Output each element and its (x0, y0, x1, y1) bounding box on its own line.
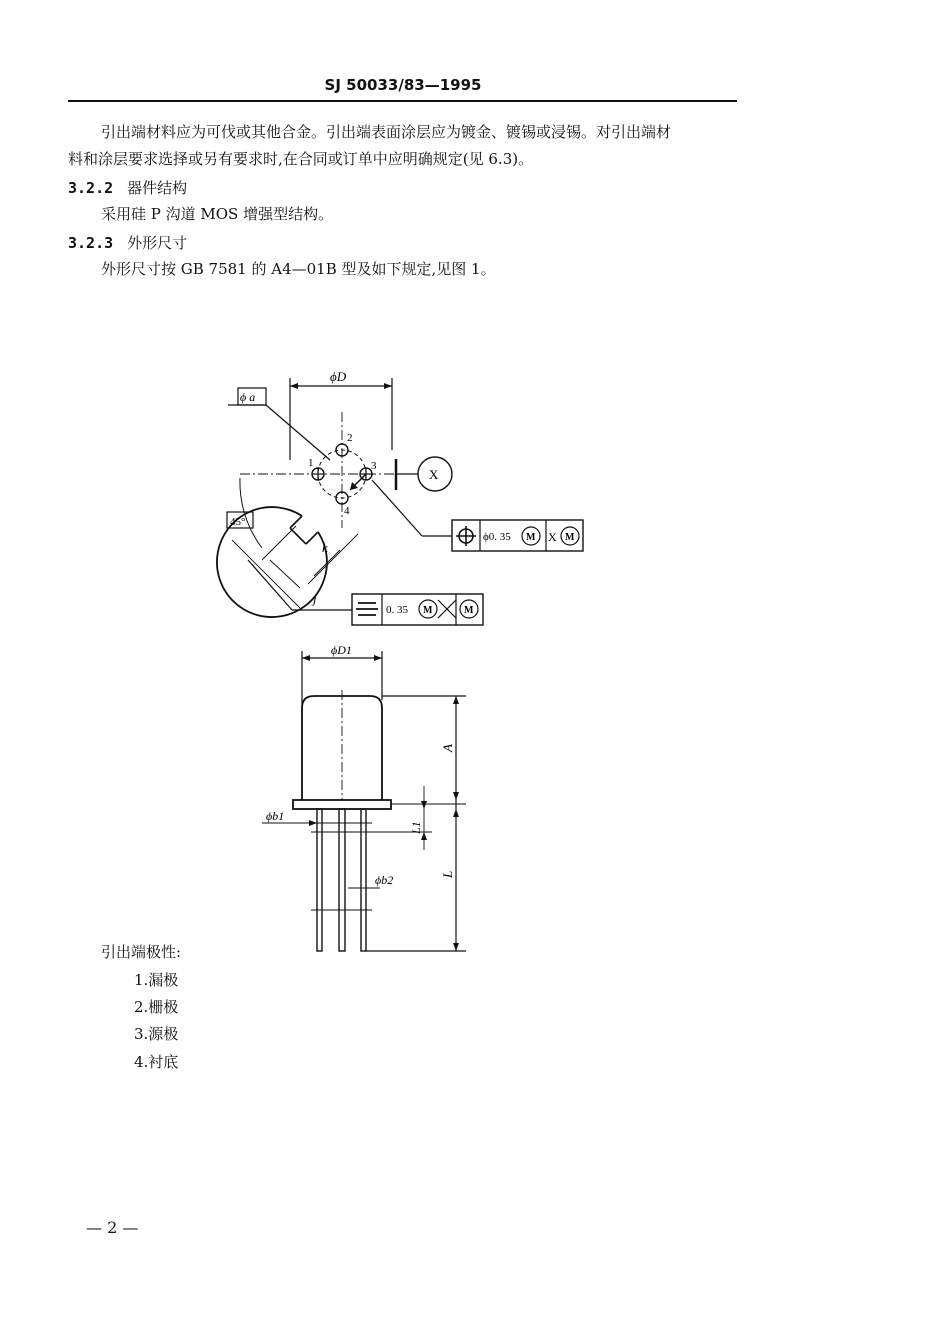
angle-label: 45° (230, 516, 246, 528)
label-A: A (440, 744, 455, 752)
section-number: 3.2.3 (68, 234, 114, 252)
label-phiD: ϕD (330, 369, 347, 384)
page-number: — 2 — (86, 1218, 139, 1237)
tol1-m2: M (565, 532, 575, 543)
tol1-datum: X (548, 530, 557, 544)
polarity-item-1: 1.漏极 (134, 971, 179, 989)
pin-2-label: 2 (347, 432, 353, 444)
para1-line2: 料和涂层要求选择或另有要求时,在合同或订单中应明确规定(见 6.3)。 (68, 150, 534, 168)
para1-line1: 引出端材料应为可伐或其他合金。引出端表面涂层应为镀金、镀锡或浸锡。对引出端材 (101, 123, 672, 141)
label-L: L (440, 870, 455, 878)
label-j: j (313, 591, 317, 606)
para3: 外形尺寸按 GB 7581 的 A4—01B 型及如下规定,见图 1。 (101, 260, 496, 278)
doc-code-header: SJ 50033/83—1995 (324, 76, 482, 94)
para2: 采用硅 P 沟道 MOS 增强型结构。 (101, 205, 334, 223)
section-title: 器件结构 (127, 179, 188, 197)
label-phib1: ϕb1 (266, 809, 285, 823)
label-k: k (322, 540, 328, 555)
label-phib2: ϕb2 (375, 873, 394, 887)
pin-4-label: 4 (344, 505, 350, 517)
pin-3-label: 3 (371, 460, 377, 472)
section-number: 3.2.2 (68, 179, 114, 197)
polarity-title: 引出端极性: (101, 943, 182, 961)
datum-x-label: X (429, 467, 439, 482)
tol2-value: 0. 35 (386, 604, 408, 616)
polarity-item-3: 3.源极 (134, 1025, 179, 1043)
tol1-value: ϕ0. 35 (483, 531, 511, 543)
label-phiD1: ϕD1 (331, 643, 352, 657)
label-L1: L1 (409, 821, 423, 834)
tol2-m1: M (423, 605, 433, 616)
polarity-item-4: 4.衬底 (134, 1053, 179, 1071)
flange (293, 800, 391, 809)
polarity-item-2: 2.栅极 (134, 998, 179, 1016)
tol2-m2: M (464, 605, 474, 616)
section-title: 外形尺寸 (127, 234, 188, 252)
tol1-m1: M (526, 532, 536, 543)
pin-1-label: 1 (308, 457, 314, 469)
label-phia: ϕ a (240, 390, 256, 404)
